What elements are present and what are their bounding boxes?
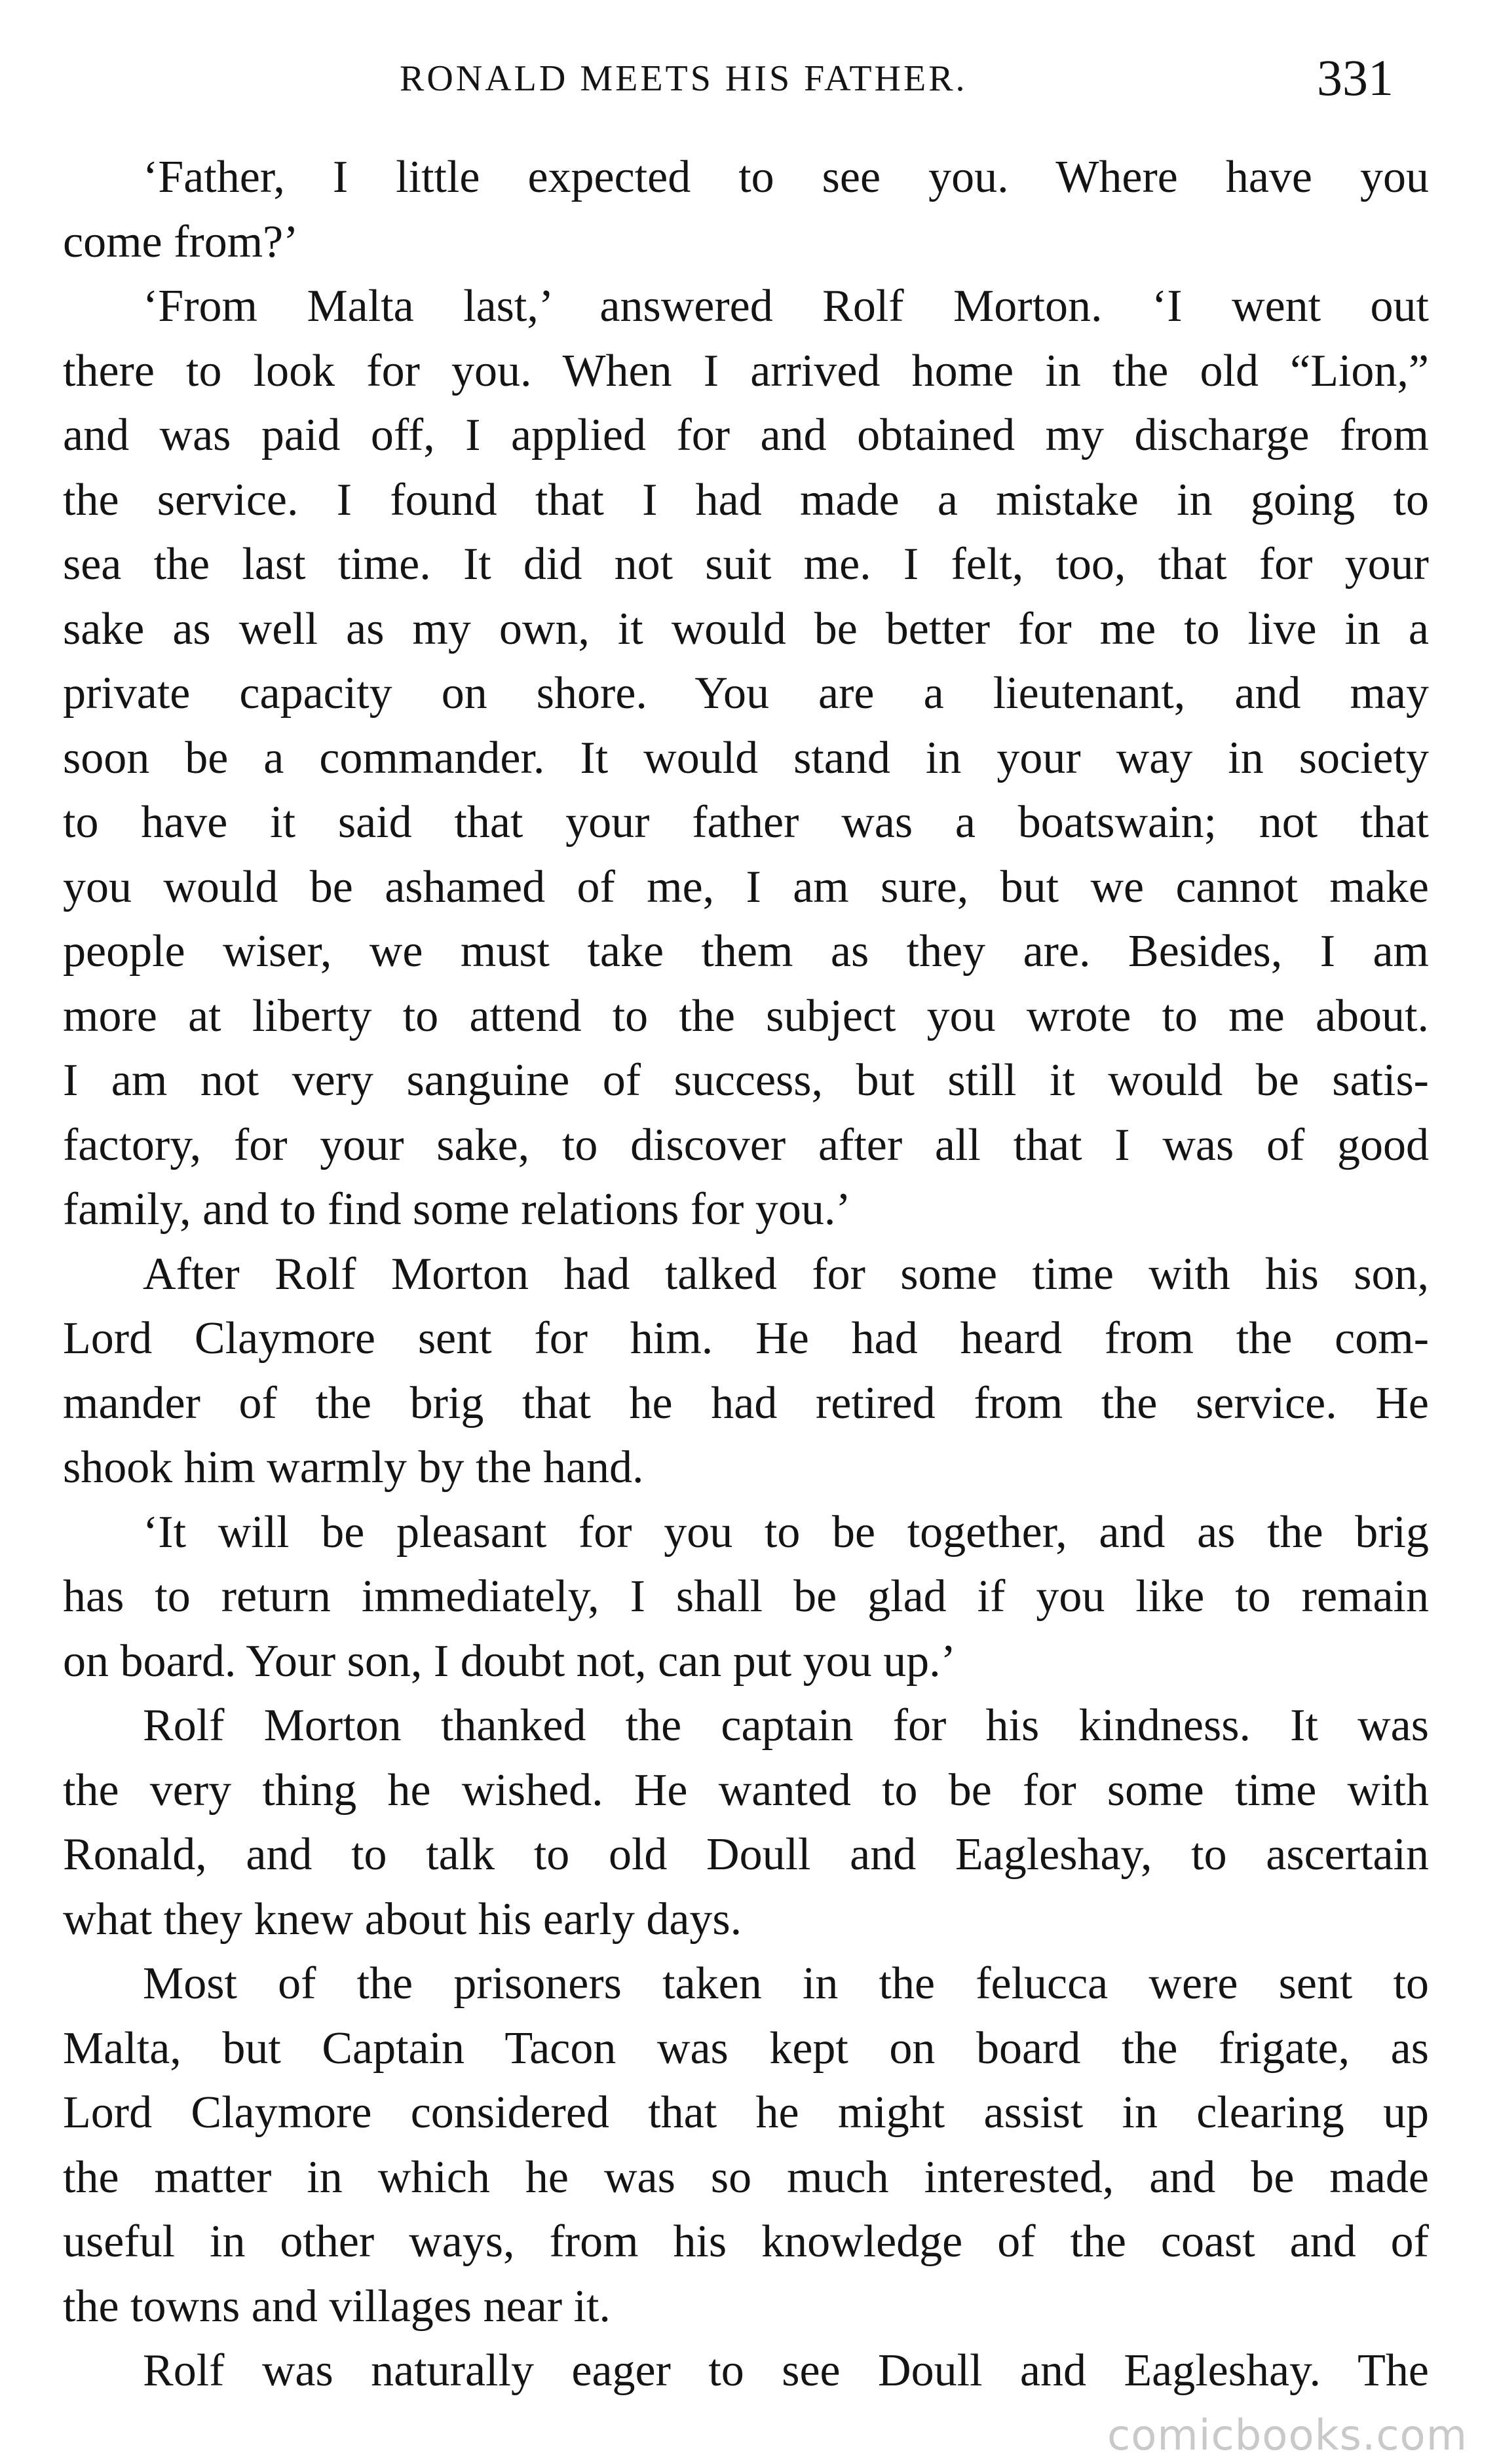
text-line: I am not very sanguine of success, but still it would be satis-: [63, 1055, 1429, 1106]
running-head: [0, 39, 1499, 118]
text-line: private capacity on shore. You are a lieutenant, and may: [63, 668, 1429, 719]
paragraph-thanks: [63, 1694, 1429, 1952]
text-line: more at liberty to attend to the subject you wrote to me about.: [63, 990, 1429, 1041]
text-line: the matter in which he was so much interested, and be made: [63, 2152, 1429, 2203]
text-line: Lord Claymore sent for him. He had heard from the com-: [63, 1313, 1429, 1364]
text-line: come from?’: [63, 216, 299, 267]
paragraph-lord-claymore: [63, 1242, 1429, 1501]
paragraph-father-question: [63, 145, 1429, 274]
text-line: the towns and villages near it.: [63, 2281, 611, 2332]
text-line: family, and to find some relations for you.’: [63, 1184, 851, 1235]
text-line: Malta, but Captain Tacon was kept on board the frigate, as: [63, 2023, 1429, 2074]
text-line: and was paid off, I applied for and obtained my discharge from: [63, 410, 1429, 460]
text-line: useful in other ways, from his knowledge of the coast and of: [63, 2216, 1429, 2267]
text-line: ‘It will be pleasant for you to be together, and as the brig: [143, 1506, 1429, 1558]
text-line: Most of the prisoners taken in the felucca were sent to: [143, 1958, 1429, 2009]
text-line: the service. I found that I had made a mistake in going to: [63, 474, 1429, 525]
text-line: mander of the brig that he had retired from the service. He: [63, 1377, 1429, 1428]
text-line: ‘Father, I little expected to see you. Where have you: [143, 152, 1429, 202]
text-line: shook him warmly by the hand.: [63, 1442, 644, 1493]
text-line: soon be a commander. It would stand in your way in society: [63, 732, 1429, 783]
text-line: has to return immediately, I shall be glad if you like to remain: [63, 1571, 1429, 1622]
text-line: Rolf was naturally eager to see Doull and Eagleshay. The: [143, 2345, 1429, 2396]
running-title: RONALD MEETS HIS FATHER.: [400, 58, 968, 99]
text-line: ‘From Malta last,’ answered Rolf Morton. ‘I went out: [143, 281, 1429, 331]
text-line: to have it said that your father was a boatswain; not that: [63, 797, 1429, 848]
text-line: After Rolf Morton had talked for some time with his son,: [143, 1248, 1429, 1299]
text-line: people wiser, we must take them as they are. Besides, I am: [63, 926, 1429, 977]
text-line: sake as well as my own, it would be better for me to live in a: [63, 603, 1429, 654]
text-line: you would be ashamed of me, I am sure, but we cannot make: [63, 861, 1429, 912]
text-line: Lord Claymore considered that he might assist in clearing up: [63, 2087, 1429, 2138]
text-line: on board. Your son, I doubt not, can put you up.’: [63, 1635, 956, 1687]
paragraph-rolf-answer: [63, 274, 1429, 1242]
text-line: what they knew about his early days.: [63, 1894, 742, 1945]
text-line: there to look for you. When I arrived home in the old “Lion,”: [63, 345, 1429, 396]
paragraph-rolf-eager: [63, 2339, 1429, 2404]
text-line: Ronald, and to talk to old Doull and Eagleshay, to ascertain: [63, 1829, 1429, 1880]
text-line: sea the last time. It did not suit me. I felt, too, that for your: [63, 539, 1429, 589]
paragraph-prisoners: [63, 1952, 1429, 2339]
text-line: factory, for your sake, to discover after all that I was of good: [63, 1119, 1429, 1170]
watermark: comicbooks.com: [1107, 2412, 1468, 2460]
text-line: Rolf Morton thanked the captain for his kindness. It was: [143, 1700, 1429, 1751]
body-text: [63, 145, 1429, 2404]
text-line: the very thing he wished. He wanted to be for some time with: [63, 1764, 1429, 1816]
paragraph-invitation: [63, 1501, 1429, 1694]
page-number: 331: [1317, 49, 1394, 106]
